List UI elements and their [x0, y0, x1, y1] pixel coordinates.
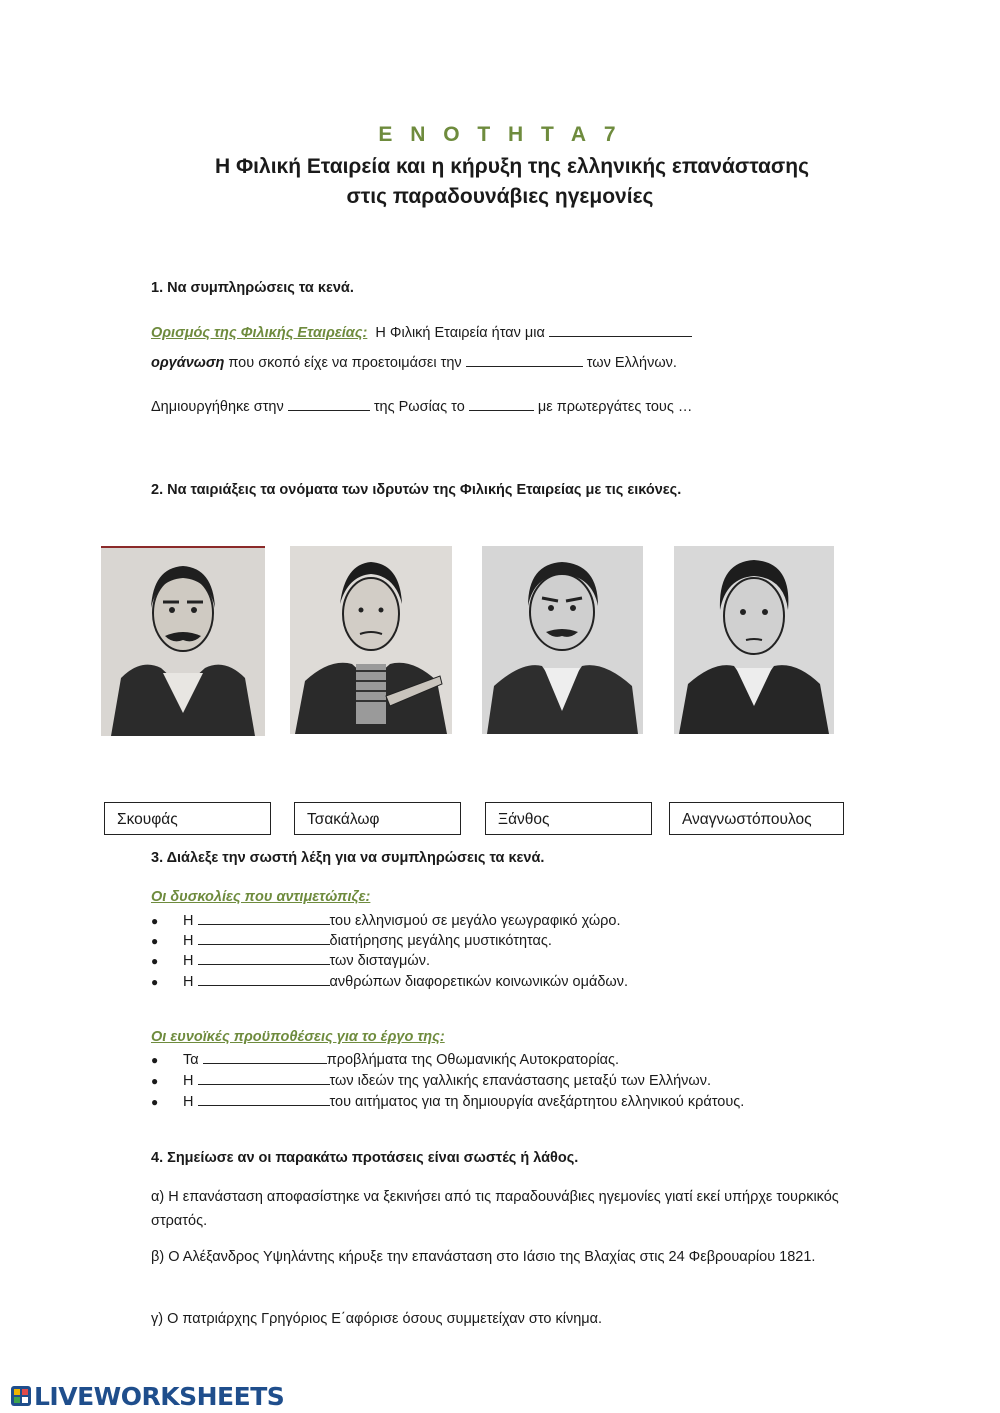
q1-line-3 [151, 396, 692, 415]
blank-field[interactable] [549, 322, 692, 337]
blank-field[interactable] [469, 396, 534, 411]
q1-line3-b: της Ρωσίας το [373, 399, 465, 415]
liveworksheets-mark-icon [10, 1384, 32, 1408]
logo-text: LIVEWORKSHEETS [34, 1381, 285, 1411]
favorable-conditions-label: Οι ευνοϊκές προϋποθέσεις για το έργο της: [151, 1029, 445, 1045]
q1-line1-text: Η Φιλική Εταιρεία ήταν μια [375, 325, 545, 341]
page-title-line2: στις παραδουνάβιες ηγεμονίες [346, 185, 654, 208]
bullet-icon: ● [151, 914, 159, 928]
name-box-xanthos[interactable]: Ξάνθος [485, 802, 652, 835]
difficulties-label: Οι δυσκολίες που αντιμετώπιζε: [151, 889, 371, 905]
blank-field[interactable] [198, 1070, 330, 1085]
name-box-skoufas[interactable]: Σκουφάς [104, 802, 271, 835]
list-item: ● Η των ιδεών της γαλλικής επανάστασης μεταξύ των Ελλήνων. [151, 1070, 711, 1090]
portrait-3-image [482, 546, 643, 734]
list-item: ● Η ανθρώπων διαφορετικών κοινωνικών ομάδων. [151, 971, 628, 991]
list-item: ● Η των δισταγμών. [151, 950, 430, 970]
list-item: ● Η του αιτήματος για τη δημιουργία ανεξάρτητου ελληνικού κράτους. [151, 1091, 744, 1111]
question-1-heading: 1. Να συμπληρώσεις τα κενά. [151, 280, 354, 296]
name-box-anagnostopoulos[interactable]: Αναγνωστόπουλος [669, 802, 844, 835]
q3-section1-label-row [151, 889, 370, 905]
blank-field[interactable] [288, 396, 370, 411]
statement-b: β) Ο Αλέξανδρος Υψηλάντης κήρυξε την επανάσταση στο Ιάσιο της Βλαχίας στις 24 Φεβρουαρίου 1821. [151, 1249, 816, 1265]
bullet-icon: ● [151, 1095, 159, 1109]
bullet-icon: ● [151, 975, 159, 989]
portrait-4-image [674, 546, 834, 734]
list-item: ● Τα προβλήματα της Οθωμανικής Αυτοκρατορίας. [151, 1049, 619, 1069]
page-title-line1: Η Φιλική Εταιρεία και η κήρυξη της ελληνικής επανάστασης [214, 155, 810, 178]
q1-line3-a: Δημιουργήθηκε στην [151, 399, 284, 415]
question-3-heading: 3. Διάλεξε την σωστή λέξη για να συμπληρώσεις τα κενά. [151, 850, 545, 866]
bullet-icon: ● [151, 1074, 159, 1088]
bullet-icon: ● [151, 954, 159, 968]
blank-field[interactable] [198, 930, 330, 945]
bullet-icon: ● [151, 934, 159, 948]
q1-line2-end: των Ελλήνων. [586, 355, 677, 371]
q1-line-2 [151, 352, 677, 371]
blank-field[interactable] [466, 352, 583, 367]
q1-line3-c: με πρωτεργάτες τους … [537, 399, 693, 415]
blank-field[interactable] [198, 971, 330, 986]
q1-line2-bold: οργάνωση [151, 355, 225, 371]
q1-line-1 [151, 322, 692, 341]
question-2-heading: 2. Να ταιριάξεις τα ονόματα των ιδρυτών της Φιλικής Εταιρείας με τις εικόνες. [151, 482, 682, 498]
q3-section2-label-row [151, 1029, 445, 1045]
portrait-1-image [101, 546, 265, 736]
portrait-2-image [290, 546, 452, 734]
blank-field[interactable] [198, 910, 330, 925]
liveworksheets-logo [10, 1382, 284, 1410]
definition-label: Ορισμός της Φιλικής Εταιρείας: [151, 325, 368, 341]
blank-field[interactable] [198, 950, 330, 965]
question-4-heading: 4. Σημείωσε αν οι παρακάτω προτάσεις είναι σωστές ή λάθος. [151, 1150, 579, 1166]
blank-field[interactable] [203, 1049, 327, 1064]
list-item: ● Η διατήρησης μεγάλης μυστικότητας. [151, 930, 552, 950]
bullet-icon: ● [151, 1053, 159, 1067]
statement-c: γ) Ο πατριάρχης Γρηγόριος Ε΄αφόρισε όσους συμμετείχαν στο κίνημα. [151, 1311, 603, 1327]
unit-heading: Ε Ν Ο Τ Η Τ Α 7 [378, 123, 622, 146]
blank-field[interactable] [198, 1091, 330, 1106]
statement-a: α) Η επανάσταση αποφασίστηκε να ξεκινήσει από τις παραδουνάβιες ηγεμονίες γιατί εκεί υπήρχε τουρκικός στρατός. [151, 1189, 839, 1229]
name-box-tsakalof[interactable]: Τσακάλωφ [294, 802, 461, 835]
q1-line2-text: που σκοπό είχε να προετοιμάσει την [228, 355, 462, 371]
list-item: ● Η του ελληνισμού σε μεγάλο γεωγραφικό χώρο. [151, 910, 621, 930]
